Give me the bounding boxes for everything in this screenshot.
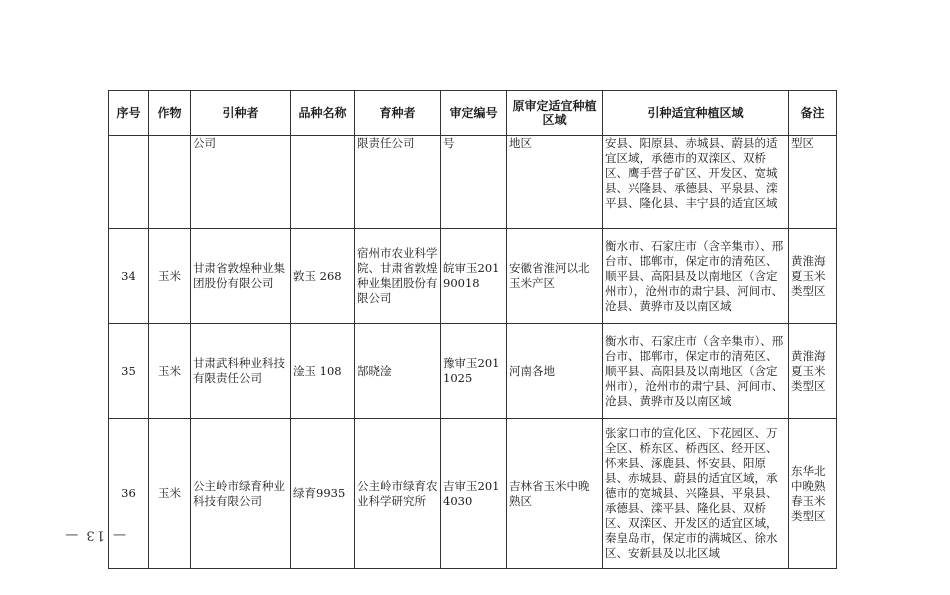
cell-breeder xyxy=(355,419,441,569)
header-approval: 审定编号 xyxy=(441,91,507,136)
header-introducer: 引种者 xyxy=(191,91,291,136)
cell-no: 34 xyxy=(109,229,149,324)
cell-orig-region xyxy=(507,229,603,324)
cell-orig-region-text: 安徽省淮河以北玉米产区 xyxy=(509,261,590,290)
header-orig-region: 原审定适宜种植区域 xyxy=(507,91,603,136)
cell-note xyxy=(789,324,837,419)
table-row xyxy=(109,229,837,324)
cell-breeder-text: 宿州市农业科学院、甘肃省敦煌种业集团股份有限公司 xyxy=(357,246,438,305)
cell-note xyxy=(789,419,837,569)
cell-breeder xyxy=(355,324,441,419)
cell-introducer-text: 公司 xyxy=(193,136,216,150)
cell-variety: 淦玉 108 xyxy=(291,324,355,419)
cell-orig-region-text: 吉林省玉米中晚熟区 xyxy=(509,478,590,508)
cell-intro-region-text: 衡水市、石家庄市（含辛集市）、邢台市、邯郸市，保定市的清苑区、顺平县、高阳县及以南地区（含定州市），沧州市的肃宁县、河间市、沧县、黄骅市及以南区域 xyxy=(605,238,784,313)
cell-intro-region xyxy=(603,229,789,324)
header-breeder: 育种者 xyxy=(355,91,441,136)
cell-variety: 绿育9935 xyxy=(291,419,355,569)
table-row xyxy=(109,419,837,569)
cell-introducer-text: 甘肃省敦煌种业集团股份有限公司 xyxy=(193,261,285,290)
cell-variety xyxy=(291,136,355,229)
cell-crop xyxy=(149,136,191,229)
cell-note-text: 黄淮海夏玉米类型区 xyxy=(791,253,826,298)
cell-breeder-text: 公主岭市绿育农业科学研究所 xyxy=(357,478,438,508)
cell-intro-region-text: 衡水市、石家庄市（含辛集市）、邢台市、邯郸市，保定市的清苑区、顺平县、高阳县及以南地区（含定州市），沧州市的肃宁县、河间市、沧县、黄骅市及以南区域 xyxy=(605,333,784,408)
cell-orig-region xyxy=(507,419,603,569)
variety-introduction-table xyxy=(108,90,837,569)
cell-note xyxy=(789,229,837,324)
cell-approval-text: 豫审玉2011025 xyxy=(443,356,500,385)
cell-intro-region xyxy=(603,324,789,419)
header-crop: 作物 xyxy=(149,91,191,136)
cell-breeder xyxy=(355,136,441,229)
cell-approval-text: 皖审玉20190018 xyxy=(443,261,500,290)
header-variety: 品种名称 xyxy=(291,91,355,136)
cell-intro-region-text: 安县、阳原县、赤城县、蔚县的适宜区域，承德市的双滦区、双桥区、鹰手营子矿区、开发区、宽城县、兴隆县、承德县、平泉县、滦平县、隆化县、丰宁县的适宜区域 xyxy=(605,136,778,210)
cell-note-text: 黄淮海夏玉米类型区 xyxy=(791,348,826,393)
cell-no xyxy=(109,136,149,229)
cell-orig-region-text: 河南各地 xyxy=(509,363,555,378)
header-row xyxy=(109,91,837,136)
cell-crop: 玉米 xyxy=(149,324,191,419)
header-no: 序号 xyxy=(109,91,149,136)
cell-intro-region xyxy=(603,419,789,569)
cell-introducer xyxy=(191,324,291,419)
cell-introducer-text: 公主岭市绿育种业科技有限公司 xyxy=(193,478,285,508)
cell-no: 36 xyxy=(109,419,149,569)
cell-note-text: 东华北中晚熟春玉米类型区 xyxy=(791,463,826,523)
cell-breeder-text: 郜晓淦 xyxy=(357,363,392,378)
cell-approval: 号 xyxy=(441,136,507,229)
cell-intro-region-text: 张家口市的宣化区、下花园区、万全区、桥东区、桥西区、经开区、怀来县、涿鹿县、怀安县、阳原县、赤城县、蔚县的适宜区域，承德市的宽城县、兴隆县、平泉县、承德县、滦平县、隆化县、双桥区、双滦区、开发区的适宜区域，秦皇岛市，保定市的满城区、徐水区、安新县及以北区域 xyxy=(605,426,778,560)
cell-introducer xyxy=(191,136,291,229)
cell-introducer xyxy=(191,229,291,324)
cell-introducer-text: 甘肃武科种业科技有限责任公司 xyxy=(193,356,285,385)
table-row xyxy=(109,136,837,229)
header-note: 备注 xyxy=(789,91,837,136)
cell-approval xyxy=(441,324,507,419)
cell-intro-region xyxy=(603,136,789,229)
page-number: — 13 — xyxy=(63,527,127,543)
cell-orig-region: 地区 xyxy=(507,136,603,229)
cell-approval xyxy=(441,229,507,324)
cell-breeder-text: 限责任公司 xyxy=(357,136,415,150)
cell-no: 35 xyxy=(109,324,149,419)
cell-approval-text: 吉审玉2014030 xyxy=(443,478,500,508)
cell-variety: 敦玉 268 xyxy=(291,229,355,324)
cell-note: 型区 xyxy=(789,136,837,229)
cell-crop: 玉米 xyxy=(149,229,191,324)
cell-approval xyxy=(441,419,507,569)
cell-breeder xyxy=(355,229,441,324)
cell-crop: 玉米 xyxy=(149,419,191,569)
cell-orig-region xyxy=(507,324,603,419)
header-intro-region: 引种适宜种植区域 xyxy=(603,91,789,136)
cell-introducer xyxy=(191,419,291,569)
table-row xyxy=(109,324,837,419)
